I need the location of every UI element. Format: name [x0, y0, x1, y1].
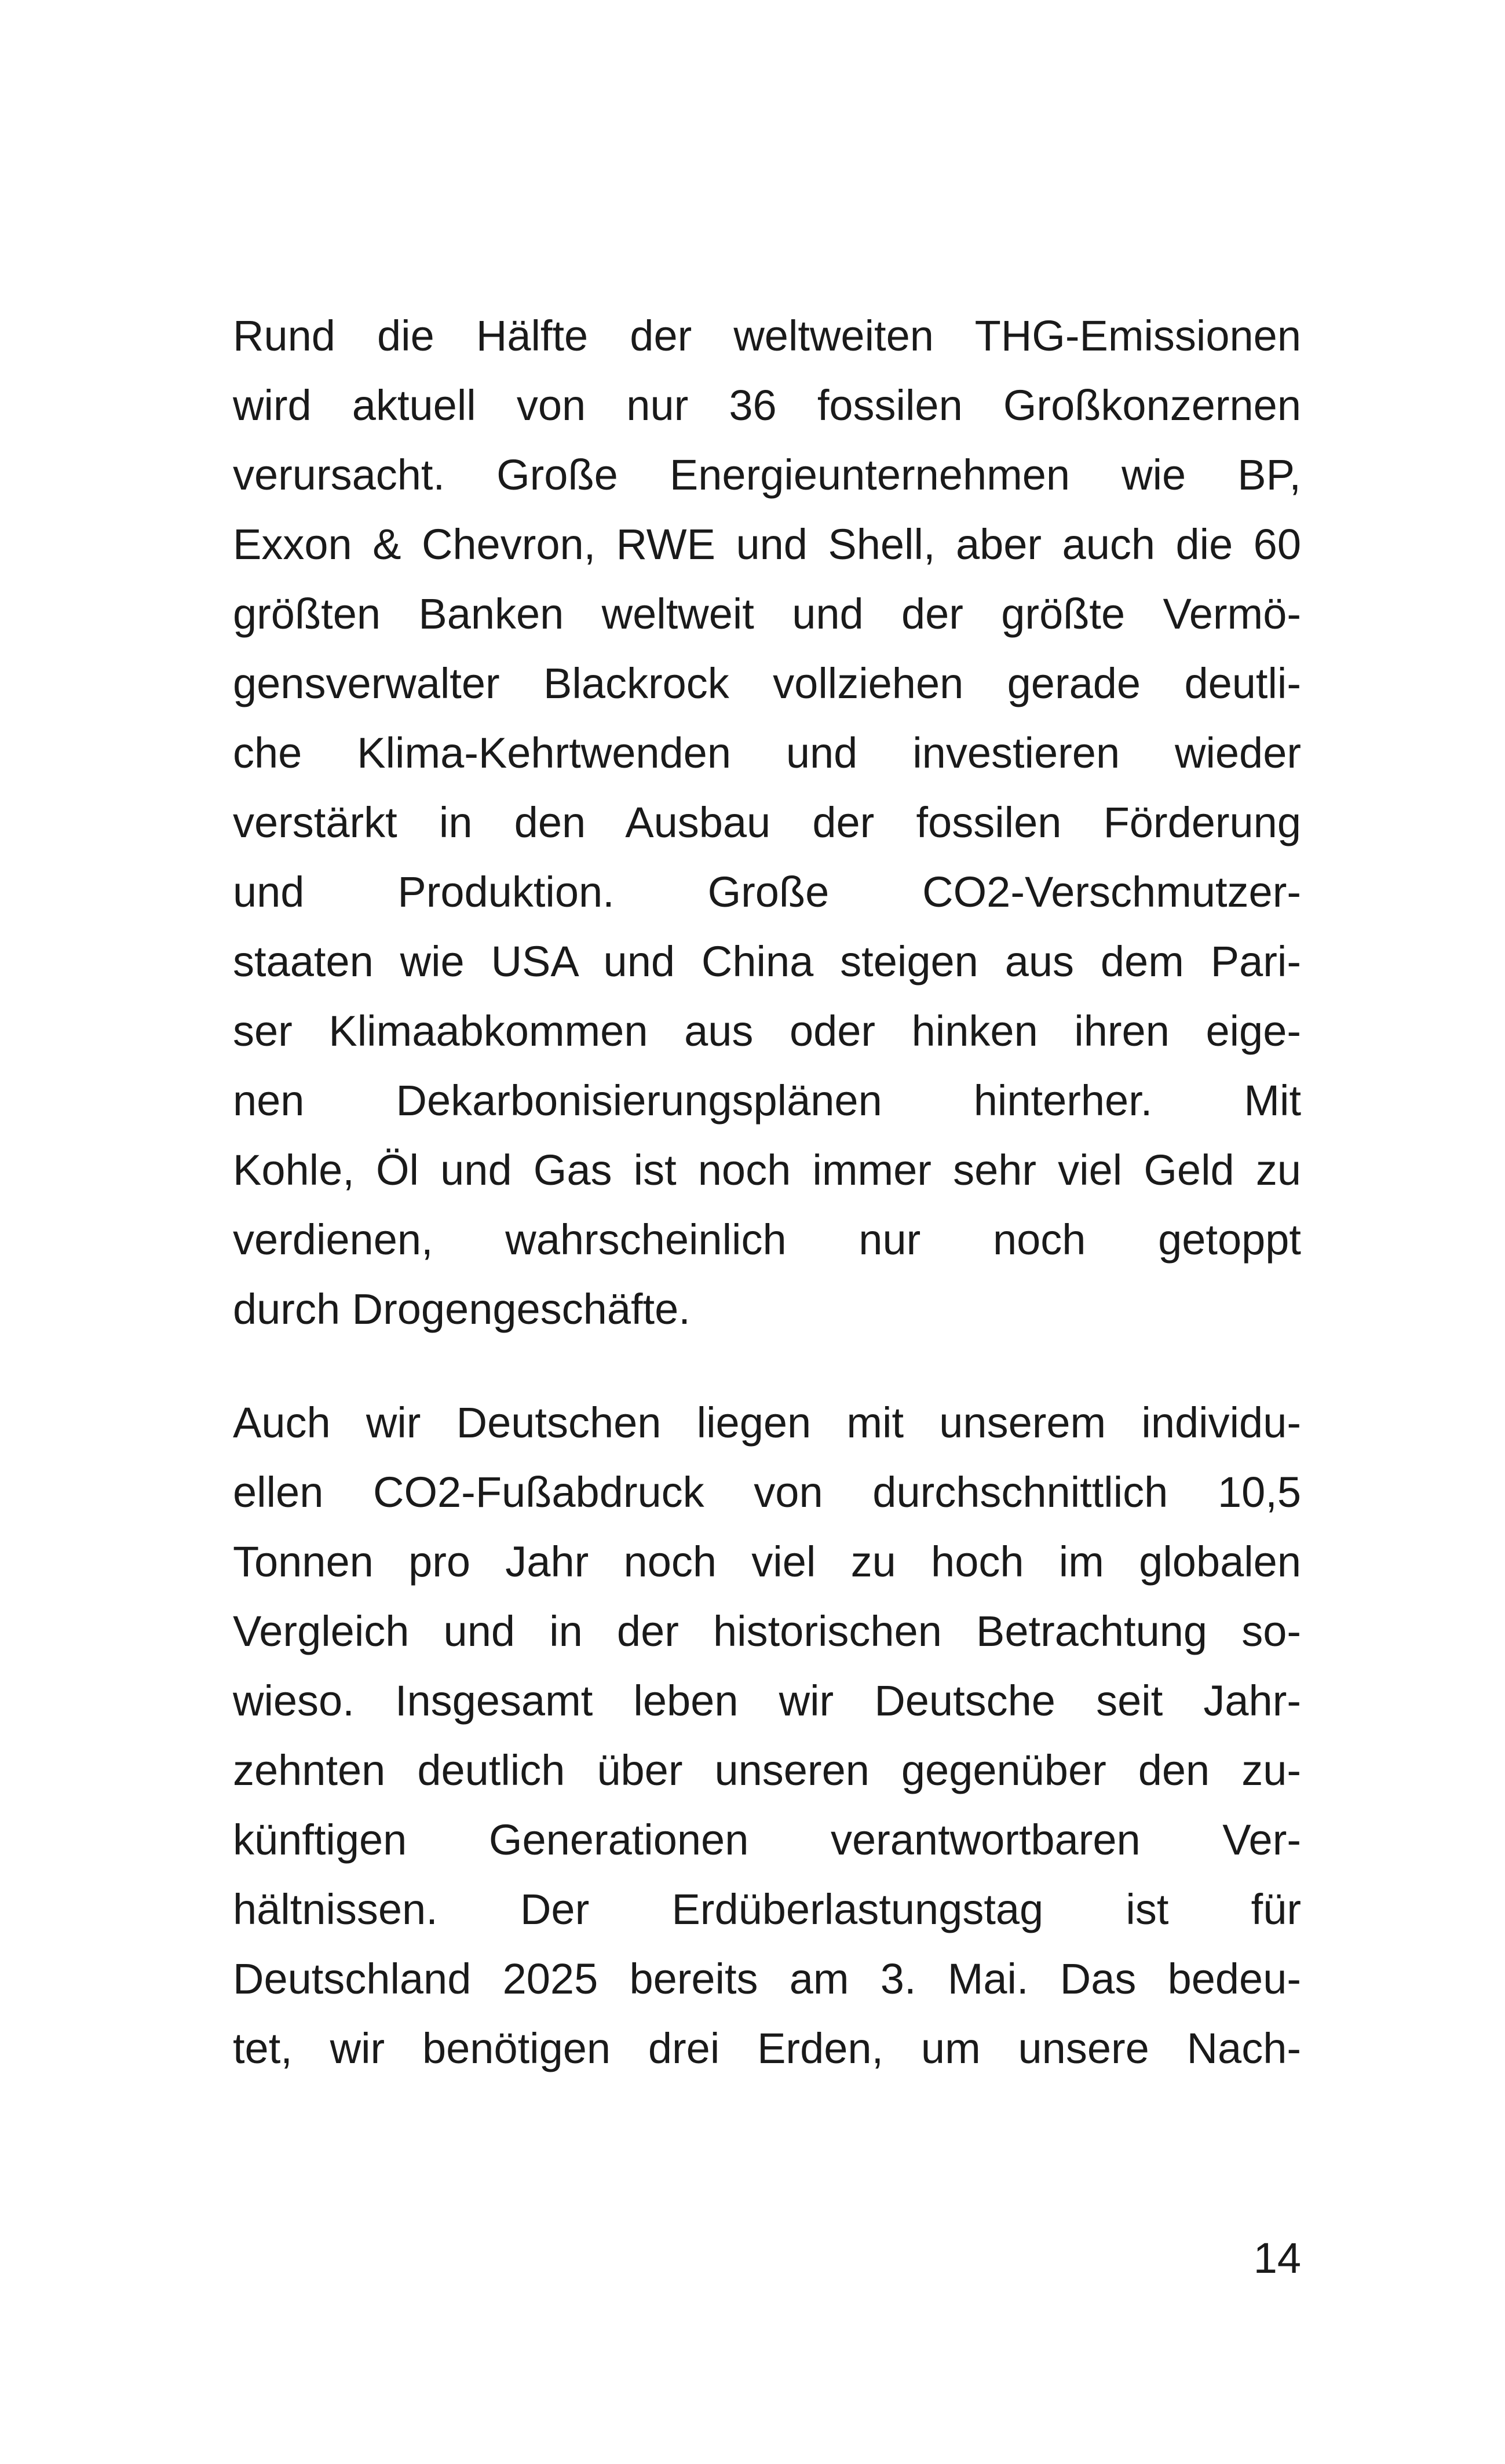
text-line: tet, wir benötigen drei Erden, um unsere Nach-	[233, 2024, 1301, 2072]
text-line: wieso. Insgesamt leben wir Deutsche seit Jahr-	[233, 1677, 1301, 1725]
text-line: ser Klimaabkommen aus oder hinken ihren eige-	[233, 1007, 1301, 1055]
text-line: durch Drogengeschäfte.	[233, 1285, 691, 1333]
paragraph-1	[233, 301, 1301, 1344]
text-line: verursacht. Große Energieunternehmen wie BP,	[233, 451, 1301, 499]
text-line: staaten wie USA und China steigen aus dem Pari-	[233, 937, 1301, 985]
text-line: nen Dekarbonisierungsplänen hinterher. Mit	[233, 1076, 1301, 1125]
text-line: zehnten deutlich über unseren gegenüber den zu-	[233, 1746, 1301, 1794]
text-line: verdienen, wahrscheinlich nur noch getoppt	[233, 1215, 1301, 1264]
text-line: wird aktuell von nur 36 fossilen Großkonzernen	[233, 381, 1301, 429]
page-number: 14	[1253, 2234, 1301, 2282]
text-line: Auch wir Deutschen liegen mit unserem individu-	[233, 1399, 1301, 1447]
text-line: gensverwalter Blackrock vollziehen gerade deutli-	[233, 659, 1301, 707]
text-line: Vergleich und in der historischen Betrachtung so-	[233, 1607, 1301, 1655]
paragraph-2	[233, 1388, 1301, 2083]
text-line: Rund die Hälfte der weltweiten THG-Emissionen	[233, 312, 1301, 360]
text-line: verstärkt in den Ausbau der fossilen Förderung	[233, 798, 1301, 846]
text-line: ellen CO2-Fußabdruck von durchschnittlich 10,5	[233, 1468, 1301, 1516]
text-line: hältnissen. Der Erdüberlastungstag ist für	[233, 1885, 1301, 1933]
text-line: künftigen Generationen verantwortbaren Ver-	[233, 1816, 1301, 1864]
text-line: Tonnen pro Jahr noch viel zu hoch im globalen	[233, 1538, 1301, 1586]
text-line: Deutschland 2025 bereits am 3. Mai. Das bedeu-	[233, 1955, 1301, 2003]
text-line: Kohle, Öl und Gas ist noch immer sehr viel Geld zu	[233, 1146, 1301, 1194]
text-line: Exxon & Chevron, RWE und Shell, aber auch die 60	[233, 520, 1301, 568]
text-line: größten Banken weltweit und der größte Vermö-	[233, 590, 1301, 638]
text-line: und Produktion. Große CO2-Verschmutzer-	[233, 868, 1301, 916]
text-line: che Klima-Kehrtwenden und investieren wieder	[233, 729, 1301, 777]
